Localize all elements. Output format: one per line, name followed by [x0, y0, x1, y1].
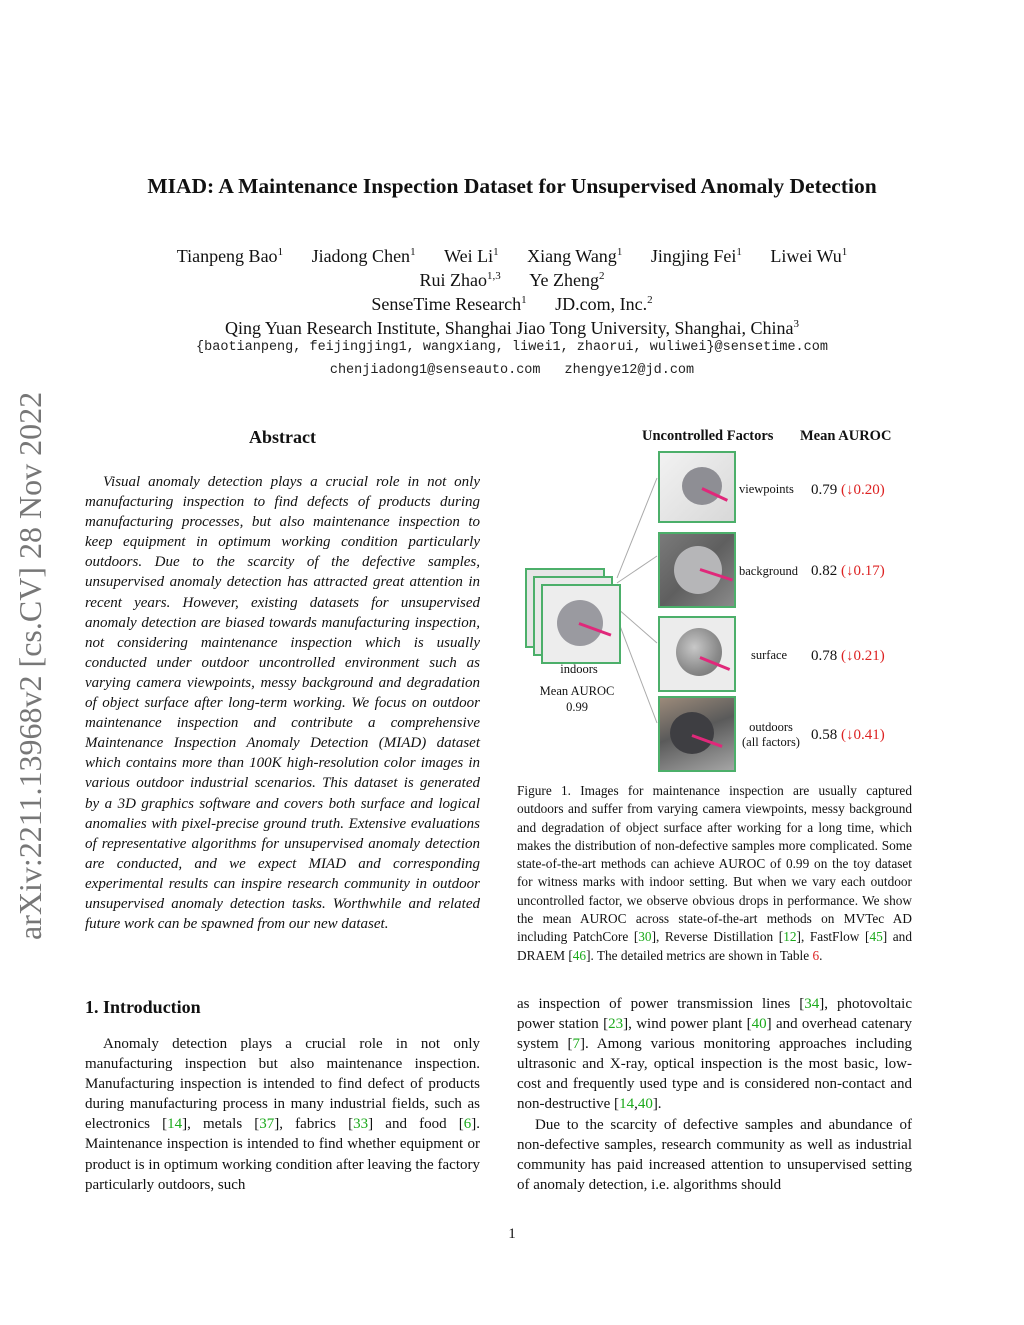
factor-label-surface: surface: [751, 648, 788, 662]
indoor-image-front: [541, 584, 621, 664]
citation-link[interactable]: 14: [619, 1096, 635, 1113]
figure-header-auroc: Mean AUROC: [800, 428, 892, 444]
email[interactable]: zhengye12@jd.com: [564, 363, 695, 378]
author: Liwei Wu$^1$: [770, 246, 848, 266]
citation-link[interactable]: 6: [463, 1116, 472, 1133]
citation-link[interactable]: 23: [608, 1016, 624, 1033]
affiliation: SenseTime Research$^1$: [371, 294, 527, 314]
factor-value-surface: 0.78 (↓0.21): [811, 648, 885, 664]
down-arrow-icon: ↓: [846, 482, 854, 498]
connector-line: [617, 478, 657, 578]
outdoors-image: [658, 696, 736, 772]
author: Tianpeng Bao$^1$: [176, 246, 284, 266]
citation-link[interactable]: 14: [167, 1116, 183, 1133]
abstract-body: [85, 472, 480, 934]
author: Ye Zheng$^2$: [529, 270, 605, 290]
factor-value-background: 0.82 (↓0.17): [811, 563, 885, 579]
email[interactable]: chenjiadong1@senseauto.com: [329, 363, 541, 378]
indoor-auroc-label: Mean AUROC: [539, 684, 615, 698]
citation-link[interactable]: 46: [572, 947, 587, 963]
email-line-2: [0, 363, 1024, 378]
citation-link[interactable]: 37: [259, 1116, 275, 1133]
paragraph: as inspection of power transmission lines [34], photovoltaic power station [23], wind power plant [40] and overhead catenary system [7]. Among various monitoring approaches including ultrasonic and X-ray, optical inspection is the most basic, low-cost and frequently used type and is considered non-contact and non-destructive [14,40].: [517, 996, 912, 1113]
connector-line: [617, 556, 657, 583]
connector-line: [617, 608, 657, 643]
author: Jingjing Fei$^1$: [650, 246, 742, 266]
author: Xiang Wang$^1$: [527, 246, 623, 266]
right-column-text: [517, 994, 912, 1195]
intro-heading: 1. Introduction: [85, 997, 201, 1017]
factor-label-outdoors: outdoors (all factors): [742, 720, 800, 749]
factor-label-viewpoints: viewpoints: [739, 482, 794, 496]
table-link[interactable]: 6: [812, 947, 820, 963]
citation-link[interactable]: 33: [353, 1116, 369, 1133]
factor-label-background: background: [739, 564, 799, 578]
citation-link[interactable]: 12: [783, 929, 797, 945]
factor-value-viewpoints: 0.79 (↓0.20): [811, 482, 885, 498]
background-image: [658, 532, 736, 608]
surface-image: [658, 616, 736, 692]
figure-1-caption: Figure 1. Images for maintenance inspection are usually captured outdoors and suffer from varying camera viewpoints, messy background and degradation of object surface after working for a long time, which makes the distribution of non-defective samples more complicated. Some state-of-the-art methods can achieve AUROC of 0.99 on the toy dataset for witness marks with indoor setting. But when we vary each outdoor uncontrolled factor, we observe obvious drops in performance. We show the mean AUROC across state-of-the-art methods on MVTec AD including PatchCore [30], Reverse Distillation [12], FastFlow [45] and DRAEM [46]. The detailed metrics are shown in Table 6.: [517, 783, 912, 963]
abstract-text: Visual anomaly detection plays a crucial role in not only manufacturing inspection to find defects of products during manufacturing processes, but also maintenance inspection to keep equipment in optimum working condition particularly outdoors. Due to the scarcity of the defective samples, unsupervised anomaly detection has attracted great attention in recent years. However, existing datasets for unsupervised anomaly detection are biased towards manufacturing inspection, not considering maintenance inspection which is usually conducted under outdoor uncontrolled environment such as varying camera viewpoints, messy background and degradation of object surface after long-term working. We focus on outdoor maintenance inspection and contribute a comprehensive Maintenance Inspection Anomaly Detection (MIAD) dataset which contains more than 100K high-resolution color images in various outdoor industrial scenarios. This dataset is generated by a 3D graphics software and covers both surface and logical anomalies with pixel-precise ground truth. Extensive evaluations of representative algorithms for unsupervised anomaly detection are conducted, and we expect MIAD and corresponding experimental results can inspire research community in outdoor unsupervised anomaly detection tasks. Worthwhile and related future work can be spawned from our new dataset.: [85, 474, 480, 933]
arxiv-identifier: arXiv:2211.13968v2 [cs.CV] 28 Nov 2022: [12, 391, 48, 940]
citation-link[interactable]: 45: [869, 929, 883, 945]
affiliation: JD.com, Inc.$^2$: [555, 294, 653, 314]
figure-header-factors: Uncontrolled Factors: [642, 428, 774, 444]
disk-object: [676, 628, 722, 676]
disk-object: [674, 546, 722, 594]
citation-link[interactable]: 40: [751, 1016, 767, 1033]
intro-paragraph: Anomaly detection plays a crucial role in not only manufacturing inspection but also maintenance inspection. Manufacturing inspection is intended to find defect of products during manufacturing process in many industrial fields, such as electronics [14], metals [37], fabrics [33] and food [6]. Maintenance inspection is intended to find whether equipment or product is in optimum working condition after leaving the factory particularly outdoors, such: [85, 1036, 480, 1193]
down-arrow-icon: ↓: [846, 648, 854, 664]
citation-link[interactable]: 40: [637, 1096, 653, 1113]
down-arrow-icon: ↓: [846, 727, 854, 743]
indoor-auroc-value: 0.99: [566, 700, 588, 714]
indoor-label: indoors: [560, 662, 598, 676]
citation-link[interactable]: 34: [804, 996, 820, 1012]
abstract-heading: Abstract: [249, 427, 316, 447]
citation-link[interactable]: 7: [572, 1036, 580, 1053]
paragraph: Due to the scarcity of defective samples and abundance of non-defective samples, research community as well as industrial community has paid increased attention to unsupervised setting of anomaly detection, i.e. algorithms should: [517, 1116, 912, 1193]
paper-title: MIAD: A Maintenance Inspection Dataset for Unsupervised Anomaly Detection: [147, 174, 877, 198]
viewpoints-image: [658, 451, 736, 523]
author: Rui Zhao$^{1,3}$: [419, 270, 501, 290]
factor-value-outdoors: 0.58 (↓0.41): [811, 727, 885, 743]
figure-1: [517, 418, 917, 773]
email-line-1: {baotianpeng, feijingjing1, wangxiang, liwei1, zhaorui, wuliwei}@sensetime.com: [196, 340, 828, 355]
author: Wei Li$^1$: [444, 246, 499, 266]
page-number: 1: [508, 1226, 516, 1242]
author: Jiadong Chen$^1$: [311, 246, 416, 266]
citation-link[interactable]: 30: [638, 929, 652, 945]
affiliation-line-2: Qing Yuan Research Institute, Shanghai Jiao Tong University, Shanghai, China$^3$: [225, 318, 799, 338]
down-arrow-icon: ↓: [846, 563, 854, 579]
